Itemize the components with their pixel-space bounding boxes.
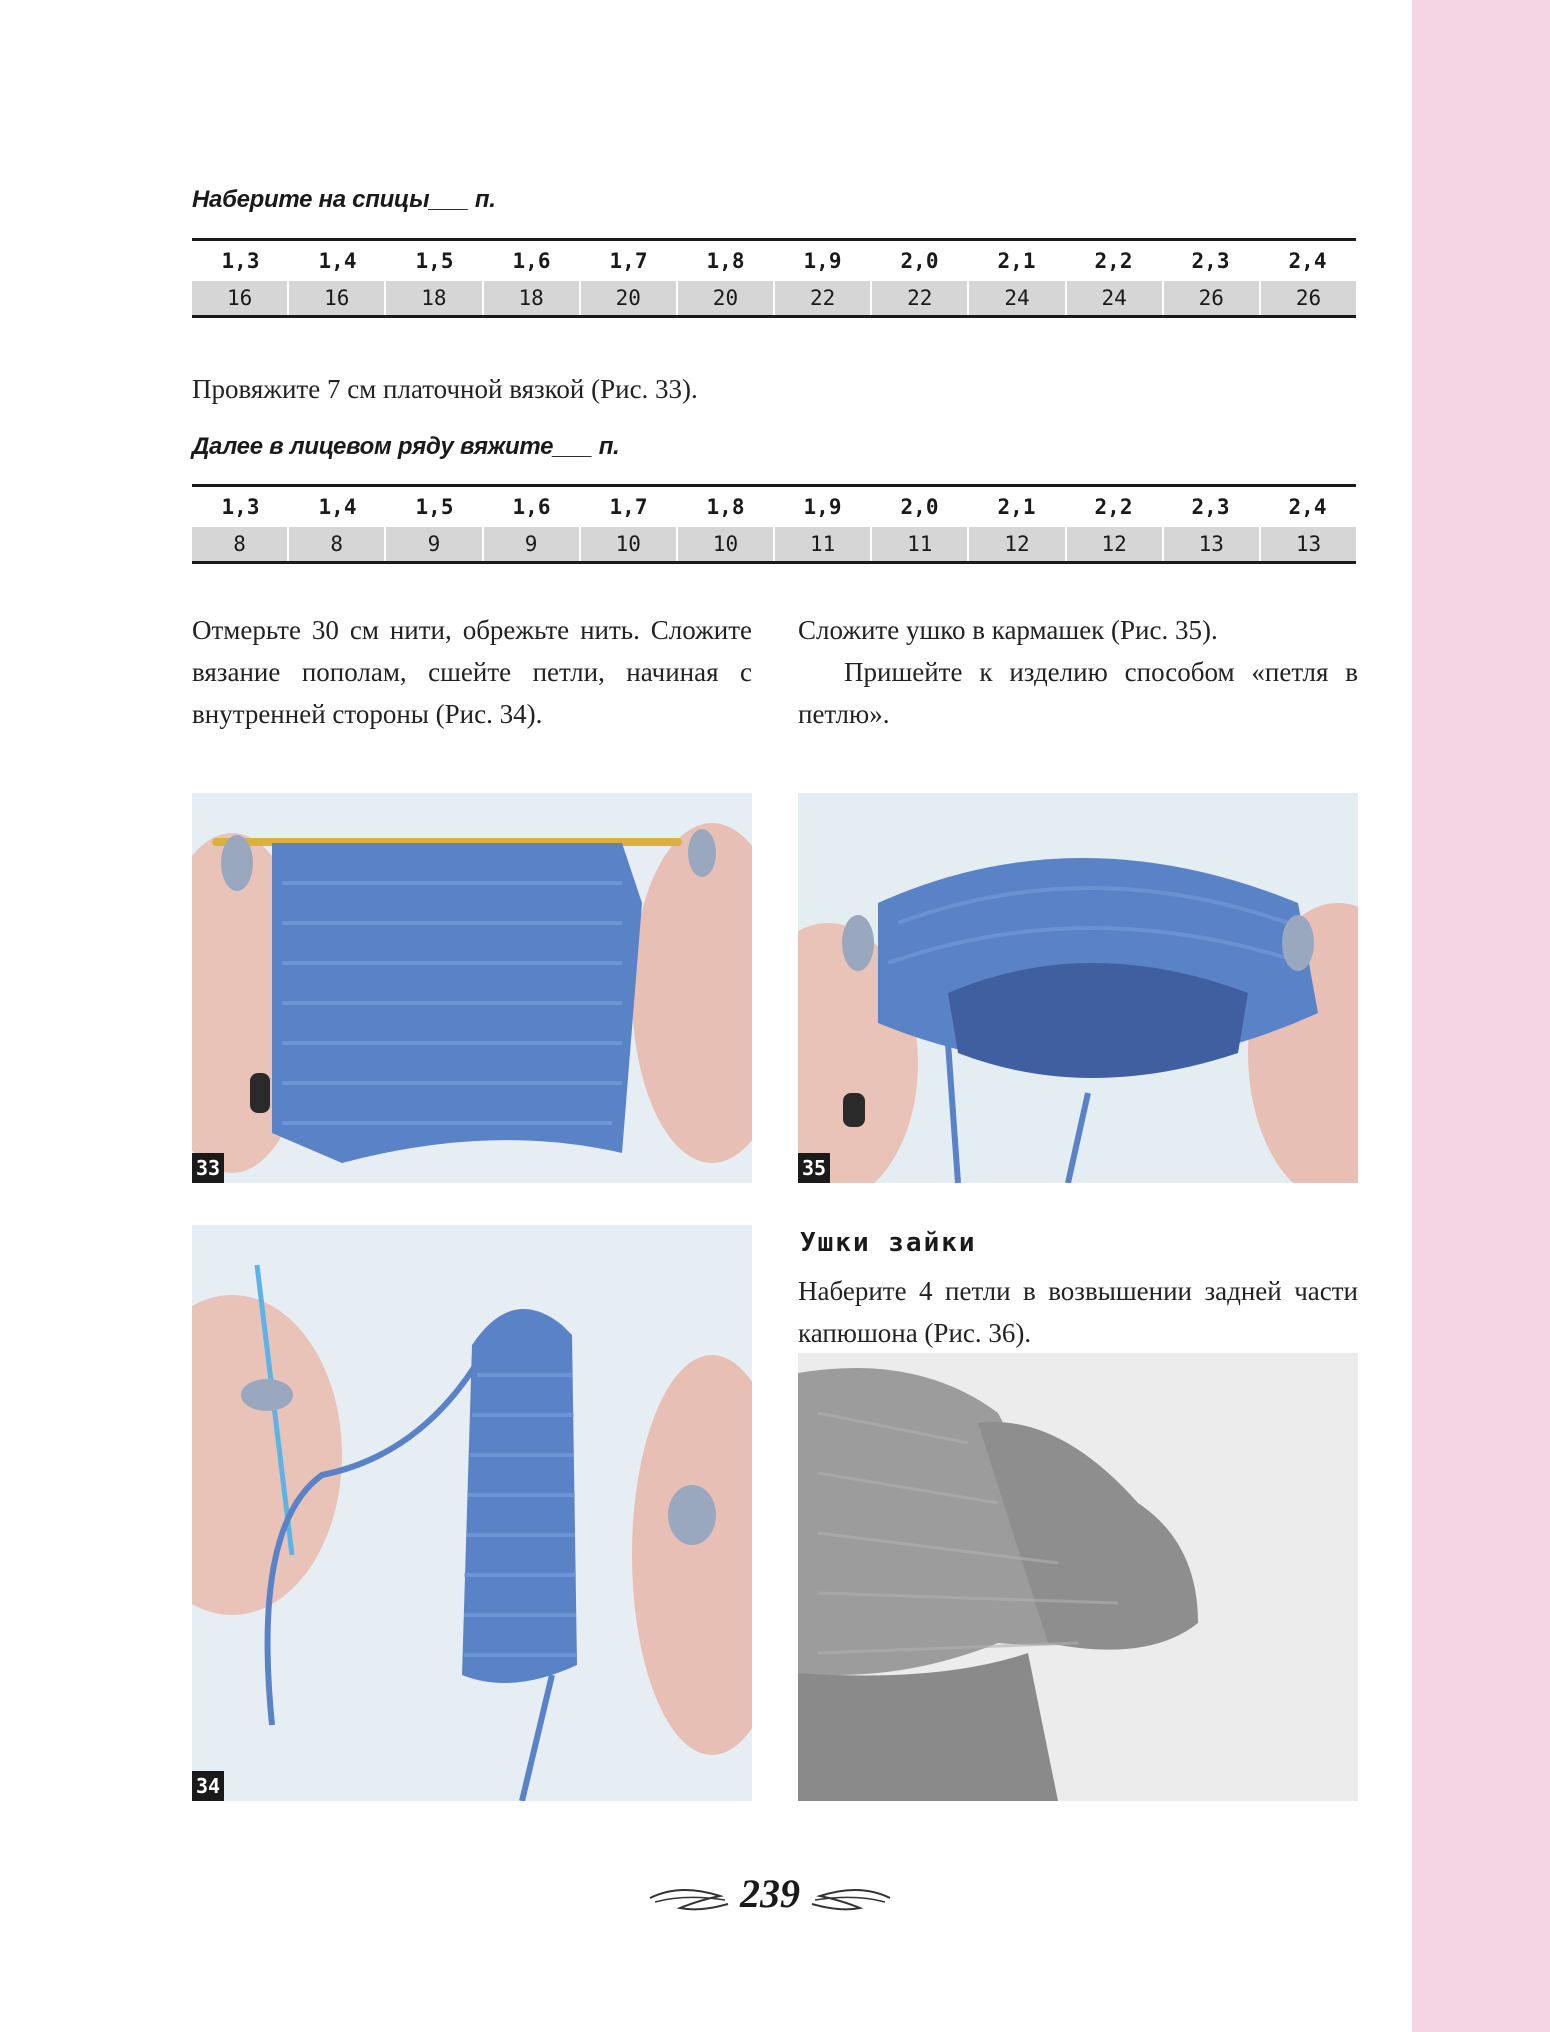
size-cell: 1,7 [609,249,648,273]
table-rule [192,315,1356,318]
value-cell: 22 [773,281,870,315]
figure-label-33: 33 [192,1153,224,1183]
value-cell: 24 [967,281,1064,315]
size-cell: 2,4 [1288,249,1327,273]
value-cell: 18 [482,281,579,315]
value-cell: 24 [1065,281,1162,315]
size-cell: 1,8 [706,495,745,519]
size-cell: 1,5 [415,495,454,519]
size-cell: 1,3 [221,495,260,519]
size-cell: 2,2 [1094,495,1133,519]
value-cell: 12 [967,527,1064,561]
section-title: Ушки зайки [800,1228,977,1258]
figure-label-35: 35 [798,1153,830,1183]
photo-35-knitting [798,793,1358,1183]
value-cell: 9 [384,527,481,561]
cast-on-table [192,238,1356,318]
size-cell: 1,7 [609,495,648,519]
table-rule [192,561,1356,564]
value-cell: 16 [287,281,384,315]
knit-row-heading: Далее в лицевом ряду вяжите___ п. [192,433,620,460]
photo-36-hood [798,1353,1358,1801]
value-cell: 13 [1162,527,1259,561]
knit-row-table [192,484,1356,564]
value-cell: 26 [1259,281,1356,315]
paragraph-garter: Провяжите 7 см платочной вязкой (Рис. 33). [192,374,698,404]
photo-36-illustration [798,1353,1358,1801]
size-cell: 2,3 [1191,249,1230,273]
value-cell: 8 [287,527,384,561]
value-cell: 20 [579,281,676,315]
size-cell: 1,9 [803,495,842,519]
size-cell: 2,3 [1191,495,1230,519]
size-cell: 1,9 [803,249,842,273]
photo-35-illustration [798,793,1358,1183]
value-cell: 10 [676,527,773,561]
page-edge-strip [1412,0,1550,2032]
size-cell: 1,6 [512,495,551,519]
size-cell: 1,6 [512,249,551,273]
photo-33-knitting [192,793,752,1183]
figure-label-34: 34 [192,1771,224,1801]
photo-33-illustration [192,793,752,1183]
section-text: Наберите 4 петли в возвышении задней части капюшона (Рис. 36). [798,1276,1358,1348]
photo-34-illustration [192,1225,752,1801]
size-cell: 2,1 [997,495,1036,519]
value-cell: 20 [676,281,773,315]
stitch-count-heading: Наберите на спицы___ п. [192,186,496,213]
size-cell: 2,4 [1288,495,1327,519]
value-cell: 16 [226,286,253,310]
right-line-2: Пришейте к изделию способом «петля в петлю». [798,657,1358,729]
size-row [192,241,1356,281]
size-cell: 1,3 [221,249,260,273]
value-cell: 11 [870,527,967,561]
size-cell: 1,4 [318,495,357,519]
photo-34-knitting [192,1225,752,1801]
value-cell: 9 [482,527,579,561]
value-cell: 26 [1162,281,1259,315]
size-row [192,487,1356,527]
value-cell: 13 [1259,527,1356,561]
value-cell: 10 [579,527,676,561]
size-cell: 1,5 [415,249,454,273]
value-cell: 18 [384,281,481,315]
value-cell: 22 [870,281,967,315]
right-column-text [798,609,1358,735]
size-cell: 2,2 [1094,249,1133,273]
size-cell: 2,0 [900,249,939,273]
right-line-1: Сложите ушко в кармашек (Рис. 35). [798,615,1218,645]
size-cell: 1,8 [706,249,745,273]
value-row [192,527,1356,561]
value-cell: 8 [233,532,246,556]
size-cell: 2,1 [997,249,1036,273]
left-column-text: Отмерьте 30 см нити, обрежьте нить. Сложите вязание пополам, сшейте петли, начиная с внутренней стороны (Рис. 34). [192,615,752,729]
size-cell: 2,0 [900,495,939,519]
size-cell: 1,4 [318,249,357,273]
value-row [192,281,1356,315]
page-number: 239 [740,1871,800,1916]
value-cell: 11 [773,527,870,561]
value-cell: 12 [1065,527,1162,561]
